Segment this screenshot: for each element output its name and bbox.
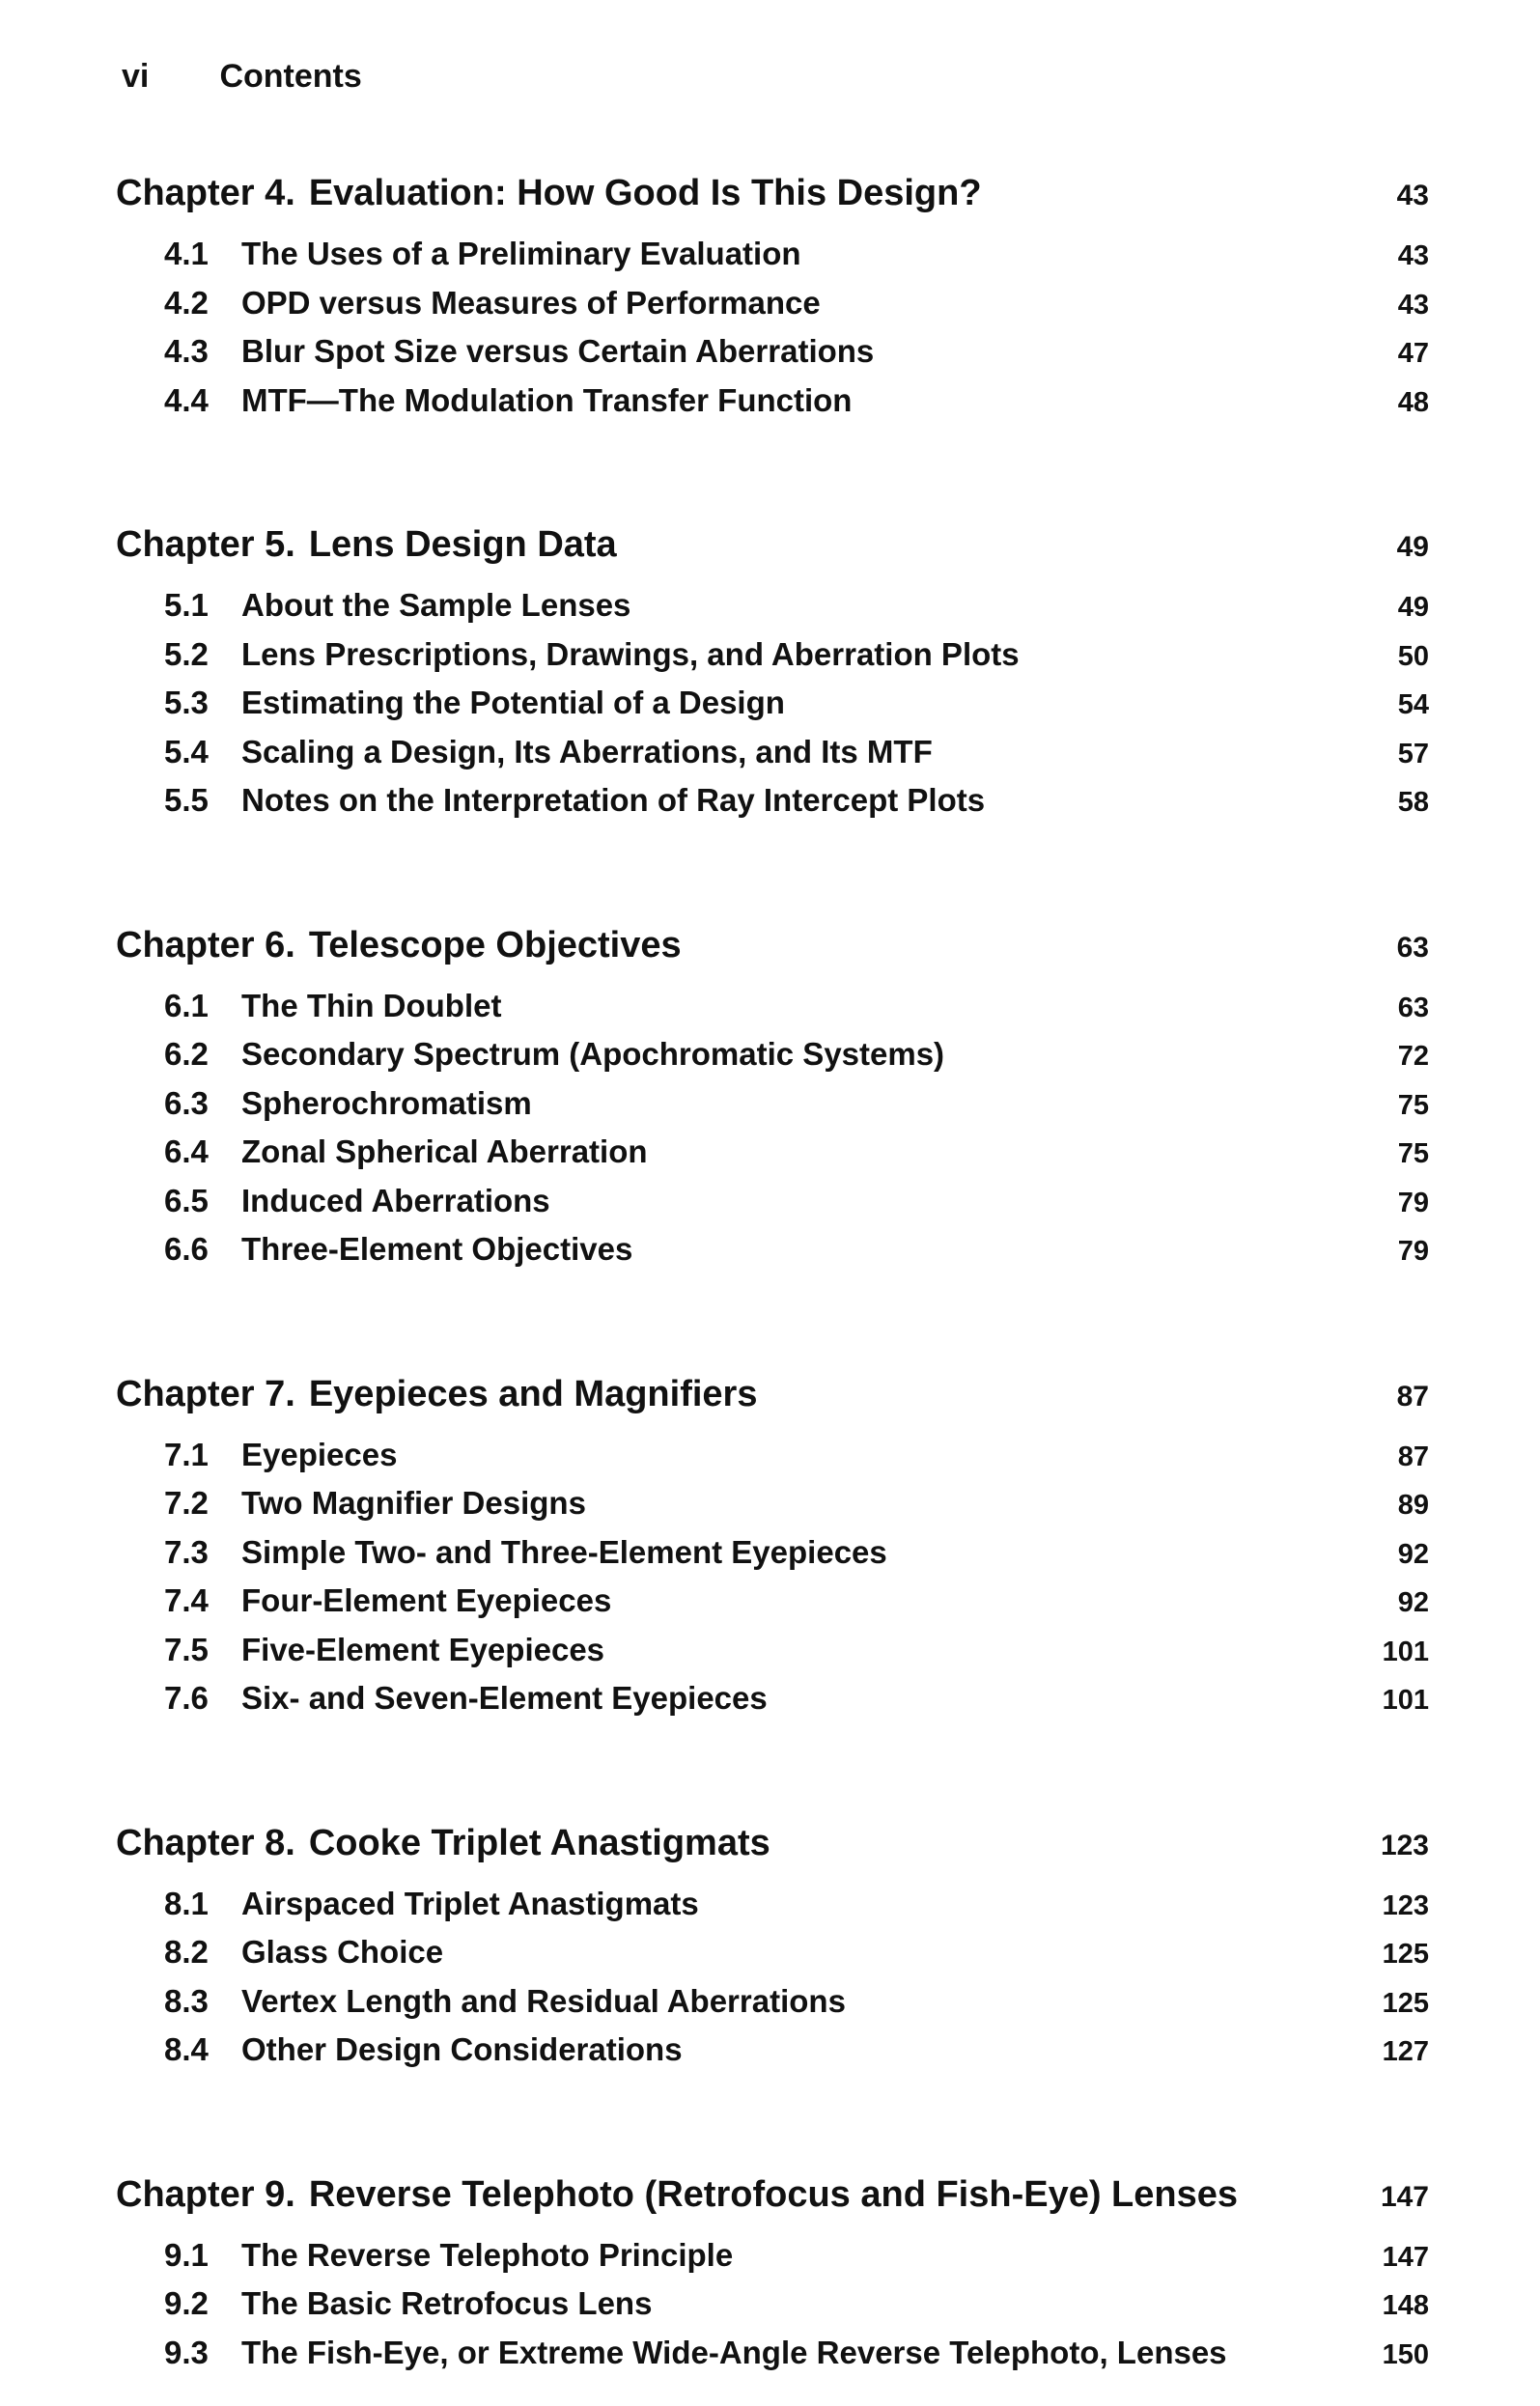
section-title: Three-Element Objectives [241, 1231, 633, 1267]
section-label-group [164, 581, 630, 630]
section-label-group [164, 982, 501, 1031]
section-entry[interactable] [116, 581, 1429, 630]
section-title: The Basic Retrofocus Lens [241, 2285, 653, 2321]
section-number: 7.6 [164, 1680, 209, 1716]
section-number: 4.2 [164, 284, 209, 321]
chapter-heading[interactable] [116, 164, 1429, 222]
section-page-number: 101 [1382, 1636, 1429, 1667]
section-page-number: 48 [1397, 386, 1429, 418]
section-page-number: 58 [1397, 787, 1429, 818]
section-page-number: 89 [1397, 1490, 1429, 1521]
chapter-entry [116, 164, 1429, 425]
section-entry[interactable] [116, 630, 1429, 680]
section-page-number: 50 [1397, 640, 1429, 672]
chapter-entry [116, 516, 1429, 825]
section-number: 8.1 [164, 1885, 209, 1921]
section-label-group [164, 728, 933, 777]
section-number: 5.4 [164, 733, 209, 769]
table-of-contents [116, 164, 1429, 2377]
section-title: Simple Two- and Three-Element Eyepieces [241, 1533, 887, 1570]
section-list [116, 2231, 1429, 2378]
section-entry[interactable] [116, 1880, 1429, 1929]
section-label-group [164, 1528, 887, 1578]
section-entry[interactable] [116, 1079, 1429, 1129]
chapter-title-group [116, 516, 617, 574]
section-entry[interactable] [116, 2026, 1429, 2075]
section-entry[interactable] [116, 1626, 1429, 1675]
section-title: Four-Element Eyepieces [241, 1582, 612, 1618]
section-page-number: 123 [1382, 1889, 1429, 1921]
section-list [116, 982, 1429, 1274]
section-page-number: 87 [1397, 1441, 1429, 1472]
section-entry[interactable] [116, 2280, 1429, 2329]
section-number: 8.4 [164, 2031, 209, 2067]
chapter-title-group [116, 1814, 770, 1872]
section-entry[interactable] [116, 776, 1429, 825]
section-title: Scaling a Design, Its Aberrations, and Its MTF [241, 733, 933, 769]
section-entry[interactable] [116, 1128, 1429, 1177]
section-entry[interactable] [116, 377, 1429, 426]
section-page-number: 63 [1397, 992, 1429, 1023]
section-title: Induced Aberrations [241, 1182, 550, 1218]
section-entry[interactable] [116, 1431, 1429, 1480]
chapter-entry [116, 1365, 1429, 1723]
chapter-page-number: 87 [1396, 1380, 1429, 1413]
section-page-number: 43 [1397, 240, 1429, 271]
chapter-label: Chapter 4. [116, 173, 295, 213]
section-title: Estimating the Potential of a Design [241, 685, 785, 720]
section-title: Spherochromatism [241, 1084, 532, 1121]
chapter-title-group [116, 916, 682, 974]
section-number: 6.2 [164, 1036, 209, 1072]
section-label-group [164, 2026, 683, 2075]
chapter-heading[interactable] [116, 916, 1429, 974]
section-title: Six- and Seven-Element Eyepieces [241, 1680, 768, 1716]
section-number: 4.3 [164, 333, 209, 369]
chapter-page-number: 63 [1396, 931, 1429, 964]
chapter-label: Chapter 5. [116, 524, 295, 565]
section-entry[interactable] [116, 2231, 1429, 2280]
section-page-number: 125 [1382, 1939, 1429, 1970]
section-title: The Thin Doublet [241, 987, 502, 1023]
section-title: Blur Spot Size versus Certain Aberrations [241, 333, 875, 369]
section-number: 6.3 [164, 1084, 209, 1121]
chapter-entry [116, 2166, 1429, 2378]
section-page-number: 150 [1382, 2338, 1429, 2370]
section-label-group [164, 1626, 604, 1675]
chapter-title: Eyepieces and Magnifiers [308, 1373, 758, 1414]
section-entry[interactable] [116, 1577, 1429, 1626]
section-number: 7.3 [164, 1533, 209, 1570]
section-number: 7.1 [164, 1436, 209, 1472]
section-title: Two Magnifier Designs [241, 1485, 586, 1521]
section-label-group [164, 1928, 443, 1977]
section-page-number: 127 [1382, 2036, 1429, 2067]
chapter-page-number: 43 [1396, 180, 1429, 211]
section-list [116, 1880, 1429, 2075]
section-entry[interactable] [116, 1977, 1429, 2027]
section-title: MTF—The Modulation Transfer Function [241, 381, 853, 418]
section-number: 4.4 [164, 381, 209, 418]
section-label-group [164, 1128, 648, 1177]
section-page-number: 54 [1397, 689, 1429, 720]
section-label-group [164, 776, 985, 825]
section-title: Zonal Spherical Aberration [241, 1133, 648, 1169]
section-page-number: 92 [1397, 1587, 1429, 1618]
section-page-number: 147 [1382, 2241, 1429, 2273]
section-number: 9.2 [164, 2285, 209, 2321]
section-number: 8.3 [164, 1982, 209, 2019]
section-entry[interactable] [116, 2329, 1429, 2378]
chapter-heading[interactable] [116, 2166, 1429, 2224]
section-number: 5.5 [164, 782, 209, 818]
section-entry[interactable] [116, 982, 1429, 1031]
section-page-number: 72 [1397, 1041, 1429, 1072]
section-entry[interactable] [116, 1928, 1429, 1977]
section-number: 4.1 [164, 236, 209, 271]
section-label-group [164, 2231, 733, 2280]
section-title: The Fish-Eye, or Extreme Wide-Angle Reverse Telephoto, Lenses [241, 2334, 1227, 2370]
section-label-group [164, 1431, 397, 1480]
section-page-number: 79 [1397, 1187, 1429, 1218]
section-number: 6.5 [164, 1182, 209, 1218]
chapter-label: Chapter 8. [116, 1822, 295, 1863]
chapter-title: Reverse Telephoto (Retrofocus and Fish-Eye) Lenses [308, 2173, 1239, 2215]
section-title: Lens Prescriptions, Drawings, and Aberration Plots [241, 635, 1020, 672]
section-label-group [164, 230, 801, 279]
section-entry[interactable] [116, 1225, 1429, 1274]
section-title: The Uses of a Preliminary Evaluation [241, 236, 801, 271]
chapter-entry [116, 916, 1429, 1274]
chapter-title-group [116, 1365, 757, 1423]
section-label-group [164, 1479, 586, 1528]
chapter-title: Telescope Objectives [308, 924, 682, 965]
chapter-heading[interactable] [116, 1365, 1429, 1423]
section-list [116, 230, 1429, 425]
chapter-title-group [116, 2166, 1238, 2224]
section-title: Five-Element Eyepieces [241, 1631, 605, 1667]
section-entry[interactable] [116, 1177, 1429, 1226]
section-number: 6.4 [164, 1133, 209, 1169]
section-page-number: 75 [1397, 1089, 1429, 1121]
section-entry[interactable] [116, 1528, 1429, 1578]
section-number: 5.1 [164, 587, 209, 623]
section-page-number: 47 [1397, 338, 1429, 369]
section-label-group [164, 1674, 768, 1723]
section-entry[interactable] [116, 230, 1429, 279]
section-page-number: 101 [1382, 1685, 1429, 1716]
section-label-group [164, 1177, 550, 1226]
section-number: 6.6 [164, 1231, 209, 1267]
page-header [122, 58, 362, 96]
section-label-group [164, 630, 1020, 680]
chapter-title: Cooke Triplet Anastigmats [308, 1822, 770, 1863]
section-label-group [164, 1880, 699, 1929]
section-label-group [164, 377, 852, 426]
section-label-group [164, 1577, 611, 1626]
section-entry[interactable] [116, 1479, 1429, 1528]
running-title: Contents [219, 58, 362, 95]
section-label-group [164, 279, 821, 328]
section-number: 7.5 [164, 1631, 209, 1667]
section-label-group [164, 1030, 944, 1079]
section-entry[interactable] [116, 679, 1429, 728]
section-entry[interactable] [116, 728, 1429, 777]
section-entry[interactable] [116, 1674, 1429, 1723]
chapter-label: Chapter 7. [116, 1373, 295, 1414]
section-number: 6.1 [164, 987, 209, 1023]
section-entry[interactable] [116, 279, 1429, 328]
chapter-entry [116, 1814, 1429, 2075]
section-label-group [164, 1225, 632, 1274]
section-title: About the Sample Lenses [241, 587, 631, 623]
section-page-number: 43 [1397, 289, 1429, 321]
section-page-number: 75 [1397, 1138, 1429, 1169]
section-label-group [164, 1977, 846, 2027]
section-number: 7.2 [164, 1485, 209, 1521]
chapter-heading[interactable] [116, 516, 1429, 574]
section-page-number: 57 [1397, 738, 1429, 769]
chapter-label: Chapter 9. [116, 2173, 295, 2215]
section-title: Airspaced Triplet Anastigmats [241, 1885, 699, 1921]
section-title: Vertex Length and Residual Aberrations [241, 1982, 846, 2019]
section-entry[interactable] [116, 327, 1429, 377]
section-title: OPD versus Measures of Performance [241, 284, 821, 321]
section-label-group [164, 2280, 652, 2329]
section-number: 9.3 [164, 2334, 209, 2370]
section-title: Other Design Considerations [241, 2031, 683, 2067]
section-page-number: 49 [1397, 592, 1429, 623]
section-page-number: 148 [1382, 2290, 1429, 2321]
section-title: Secondary Spectrum (Apochromatic Systems) [241, 1036, 945, 1072]
page-number: vi [122, 58, 150, 95]
chapter-heading[interactable] [116, 1814, 1429, 1872]
section-number: 5.3 [164, 685, 209, 720]
section-list [116, 1431, 1429, 1723]
section-number: 8.2 [164, 1934, 209, 1970]
section-label-group [164, 1079, 532, 1129]
section-page-number: 79 [1397, 1236, 1429, 1267]
section-title: The Reverse Telephoto Principle [241, 2236, 734, 2273]
section-page-number: 92 [1397, 1538, 1429, 1570]
chapter-title-group [116, 164, 982, 222]
chapter-page-number: 123 [1380, 1829, 1429, 1861]
section-list [116, 581, 1429, 825]
section-title: Glass Choice [241, 1934, 444, 1970]
chapter-title: Lens Design Data [308, 524, 617, 565]
section-label-group [164, 679, 785, 728]
section-page-number: 125 [1382, 1987, 1429, 2019]
chapter-title: Evaluation: How Good Is This Design? [308, 173, 982, 213]
section-number: 9.1 [164, 2236, 209, 2273]
section-title: Eyepieces [241, 1436, 398, 1472]
chapter-page-number: 147 [1380, 2180, 1429, 2213]
chapter-page-number: 49 [1396, 531, 1429, 563]
section-number: 5.2 [164, 635, 209, 672]
section-label-group [164, 327, 874, 377]
section-number: 7.4 [164, 1582, 209, 1618]
section-label-group [164, 2329, 1227, 2378]
section-entry[interactable] [116, 1030, 1429, 1079]
chapter-label: Chapter 6. [116, 924, 295, 965]
section-title: Notes on the Interpretation of Ray Intercept Plots [241, 782, 986, 818]
